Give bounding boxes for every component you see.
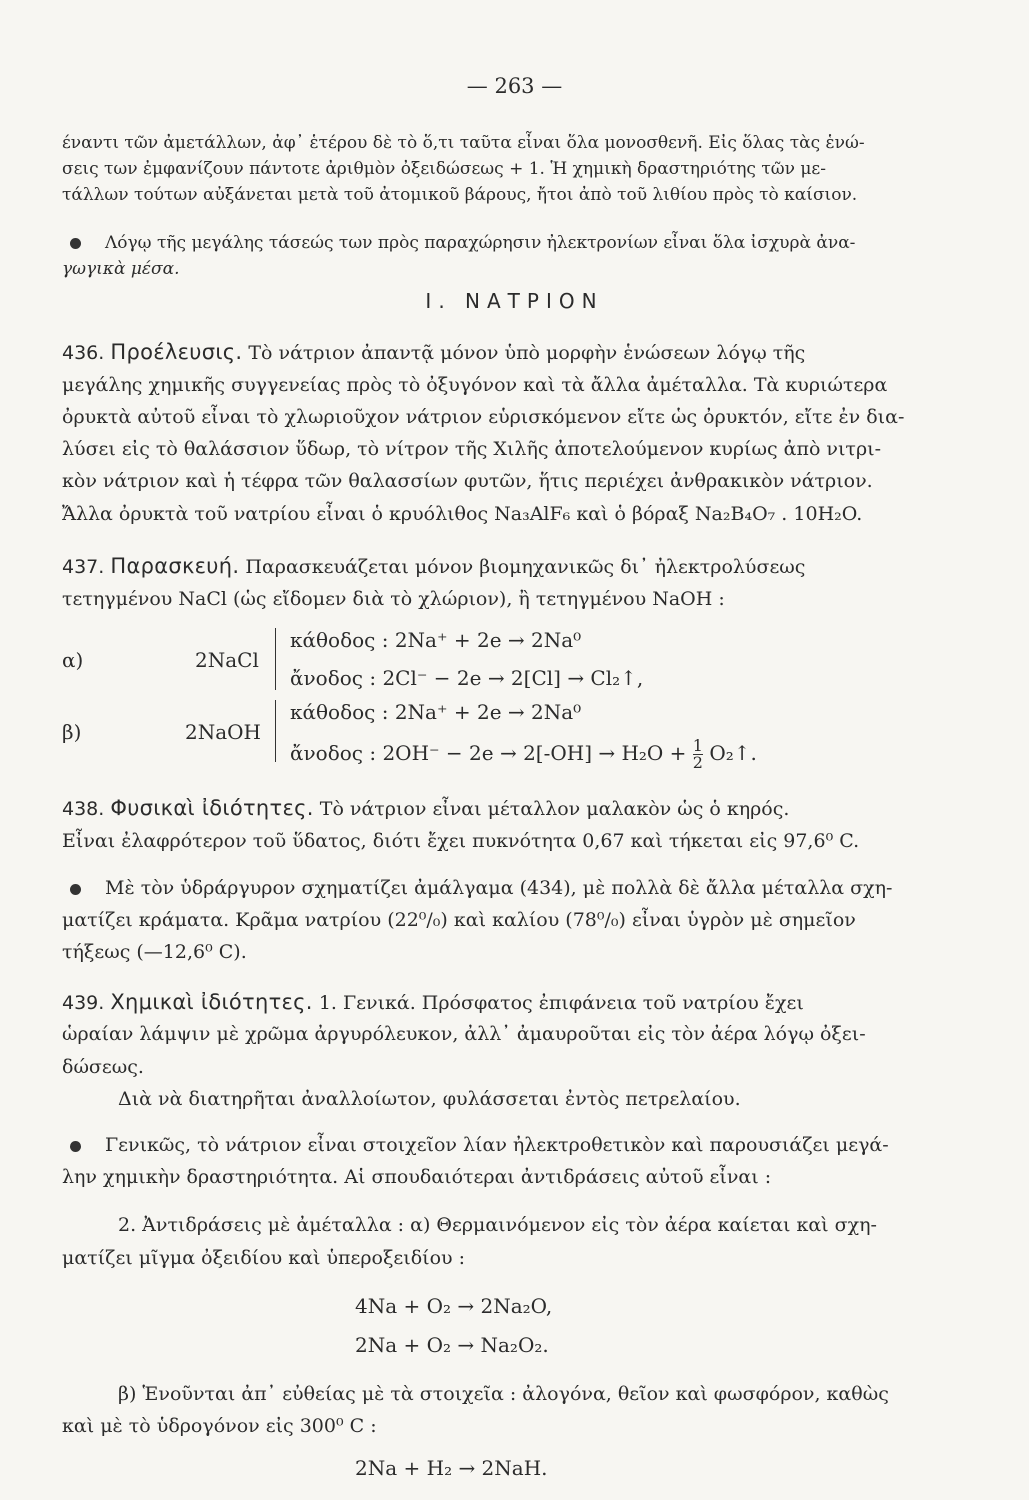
s436-title: Προέλευσις. xyxy=(110,340,243,364)
s436-line-3: ὀρυκτὰ αὐτοῦ εἶναι τὸ χλωριοῦχον νάτριον εὑρισκόμενον εἴτε ὡς ὀρυκτόν, εἴτε ἐν δια- xyxy=(62,406,905,428)
intro-line-1: έναντι τῶν ἀμετάλλων, ἀφ᾽ ἑτέρου δὲ τὸ ὅ,τι ταῦτα εἶναι ὅλα μονοσθενῆ. Εἰς ὅλας τὰς ἑνώ- xyxy=(62,133,865,153)
s436-line-1 xyxy=(62,340,805,365)
s439-line-7: 2. Ἀντιδράσεις μὲ ἀμέταλλα : α) Θερμαινόμενον εἰς τὸν ἀέρα καίεται καὶ σχη- xyxy=(118,1214,877,1236)
page-number: — 263 — xyxy=(466,74,563,98)
reaction-b-anode xyxy=(290,738,757,771)
s439-line-10: καὶ μὲ τὸ ὑδρογόνον εἰς 300⁰ C : xyxy=(62,1415,377,1437)
s436-line-5: κὸν νάτριον καὶ ἡ τέφρα τῶν θαλασσίων φυτῶν, ἥτις περιέχει ἀνθρακικὸν νάτριον. xyxy=(62,470,873,492)
s438-line-2: Εἶναι ἐλαφρότερον τοῦ ὕδατος, διότι ἔχει πυκνότητα 0,67 καὶ τήκεται εἰς 97,6⁰ C. xyxy=(62,830,860,852)
reaction-b-brace xyxy=(275,700,276,762)
bullet-icon xyxy=(70,1141,81,1152)
reaction-a-brace xyxy=(275,628,276,690)
s439-line-1 xyxy=(62,990,804,1015)
s439-bullet-line xyxy=(70,1133,889,1157)
s439-line-3: δώσεως. xyxy=(62,1056,144,1078)
s439-line-9: β) Ἑνοῦνται ἀπ᾽ εὐθείας μὲ τὰ στοιχεῖα : ἀλογόνα, θεῖον καὶ φωσφόρον, καθὼς xyxy=(118,1383,889,1405)
s438-line-3: Μὲ τὸν ὑδράργυρον σχηματίζει ἀμάλγαμα (434), μὲ πολλὰ δὲ ἄλλα μέταλλα σχη- xyxy=(105,877,893,899)
equation-3: 2Na + H₂ → 2NaH. xyxy=(355,1456,548,1480)
half-fraction xyxy=(693,738,703,771)
reaction-b-cathode: κάθοδος : 2Na⁺ + 2e → 2Na⁰ xyxy=(290,700,582,724)
s439-text-1: 1. Γενικά. Πρόσφατος ἐπιφάνεια τοῦ νατρίου ἔχει xyxy=(318,992,804,1014)
s438-bullet-line xyxy=(70,876,892,900)
reaction-a-anode: ἄνοδος : 2Cl⁻ − 2e → 2[Cl] → Cl₂↑, xyxy=(290,666,644,690)
s436-line-4: λύσει εἰς τὸ θαλάσσιον ὕδωρ, τὸ νίτρον τῆς Χιλῆς ἀποτελούμενον κυρίως ἀπὸ νιτρι- xyxy=(62,438,881,460)
s438-line-1 xyxy=(62,796,789,821)
s436-text-1: Τὸ νάτριον ἀπαντᾷ μόνον ὑπὸ μορφὴν ἑνώσεων λόγῳ τῆς xyxy=(248,342,806,364)
equation-2: 2Na + O₂ → Na₂O₂. xyxy=(355,1333,549,1357)
equation-1: 4Na + O₂ → 2Na₂O, xyxy=(355,1294,553,1318)
reaction-a-label: α) xyxy=(62,648,84,672)
intro-line-2: σεις των ἐμφανίζουν πάντοτε ἀριθμὸν ὀξειδώσεως + 1. Ἡ χημικὴ δραστηριότης τῶν με- xyxy=(62,159,826,179)
bullet-icon xyxy=(70,884,81,895)
reaction-a-cathode: κάθοδος : 2Na⁺ + 2e → 2Na⁰ xyxy=(290,628,582,652)
s436-number: 436. xyxy=(62,342,105,364)
reaction-b-anode-text: ἄνοδος : 2OH⁻ − 2e → 2[-OH] → H₂O + xyxy=(290,741,687,765)
s439-line-2: ὡραίαν λάμψιν μὲ χρῶμα ἀργυρόλευκον, ἀλλ᾽ ἀμαυροῦται εἰς τὸν ἀέρα λόγῳ ὀξει- xyxy=(62,1023,866,1045)
bullet-icon xyxy=(70,238,81,249)
s437-title: Παρασκευή. xyxy=(110,554,240,578)
half-denominator: 2 xyxy=(692,753,703,772)
s439-line-6: λην χημικὴν δραστηριότητα. Αἱ σπουδαιότεραι ἀντιδράσεις αὐτοῦ εἶναι : xyxy=(62,1166,772,1188)
s437-line-2: τετηγμένου NaCl (ὡς εἴδομεν διὰ τὸ χλώριον), ἢ τετηγμένου NaOH : xyxy=(62,588,725,610)
intro-line-4: Λόγῳ τῆς μεγάλης τάσεώς των πρὸς παραχώρησιν ἠλεκτρονίων εἶναι ὅλα ἰσχυρὰ ἀνα- xyxy=(105,233,856,253)
s439-line-4: Διὰ νὰ διατηρῆται ἀναλλοίωτον, φυλάσσεται ἐντὸς πετρελαίου. xyxy=(118,1088,741,1110)
reaction-b-label: β) xyxy=(62,720,82,744)
s438-line-5: τήξεως (—12,6⁰ C). xyxy=(62,941,247,963)
s437-number: 437. xyxy=(62,556,105,578)
reaction-b-compound: 2NaOH xyxy=(185,720,261,744)
half-numerator: 1 xyxy=(692,736,703,755)
s436-line-6: Ἄλλα ὀρυκτὰ τοῦ νατρίου εἶναι ὁ κρυόλιθος Na₃AlF₆ καὶ ὁ βόραξ Na₂B₄O₇ . 10H₂O. xyxy=(62,503,863,525)
s438-text-1: Τὸ νάτριον εἶναι μέταλλον μαλακὸν ὡς ὁ κηρός. xyxy=(319,798,790,820)
s437-line-1 xyxy=(62,554,805,579)
s439-number: 439. xyxy=(62,992,105,1014)
s439-title: Χημικαὶ ἰδιότητες. xyxy=(110,990,313,1014)
intro-bullet-line xyxy=(70,231,855,255)
s438-title: Φυσικαὶ ἰδιότητες. xyxy=(110,796,314,820)
reaction-b-end: O₂↑. xyxy=(709,741,757,765)
s438-number: 438. xyxy=(62,798,105,820)
s436-line-2: μεγάλης χημικῆς συγγενείας πρὸς τὸ ὀξυγόνον καὶ τὰ ἄλλα ἀμέταλλα. Τὰ κυριώτερα xyxy=(62,374,888,396)
s438-line-4: ματίζει κράματα. Κρᾶμα νατρίου (22⁰/₀) καὶ καλίου (78⁰/₀) εἶναι ὑγρὸν μὲ σημεῖον xyxy=(62,909,856,931)
intro-line-5: γωγικὰ μέσα. xyxy=(62,259,180,279)
intro-line-3: τάλλων τούτων αὐξάνεται μετὰ τοῦ ἀτομικοῦ βάρους, ἤτοι ἀπὸ τοῦ λιθίου πρὸς τὸ καίσιον. xyxy=(62,185,858,205)
s437-text-1: Παρασκευάζεται μόνον βιομηχανικῶς δι᾽ ἠλεκτρολύσεως xyxy=(245,556,806,578)
chapter-title: I. ΝΑΤΡΙΟΝ xyxy=(425,289,604,313)
reaction-a-compound: 2NaCl xyxy=(195,648,259,672)
s439-line-5: Γενικῶς, τὸ νάτριον εἶναι στοιχεῖον λίαν ἠλεκτροθετικὸν καὶ παρουσιάζει μεγά- xyxy=(105,1134,889,1156)
s439-line-8: ματίζει μῖγμα ὀξειδίου καὶ ὑπεροξειδίου : xyxy=(62,1247,466,1269)
